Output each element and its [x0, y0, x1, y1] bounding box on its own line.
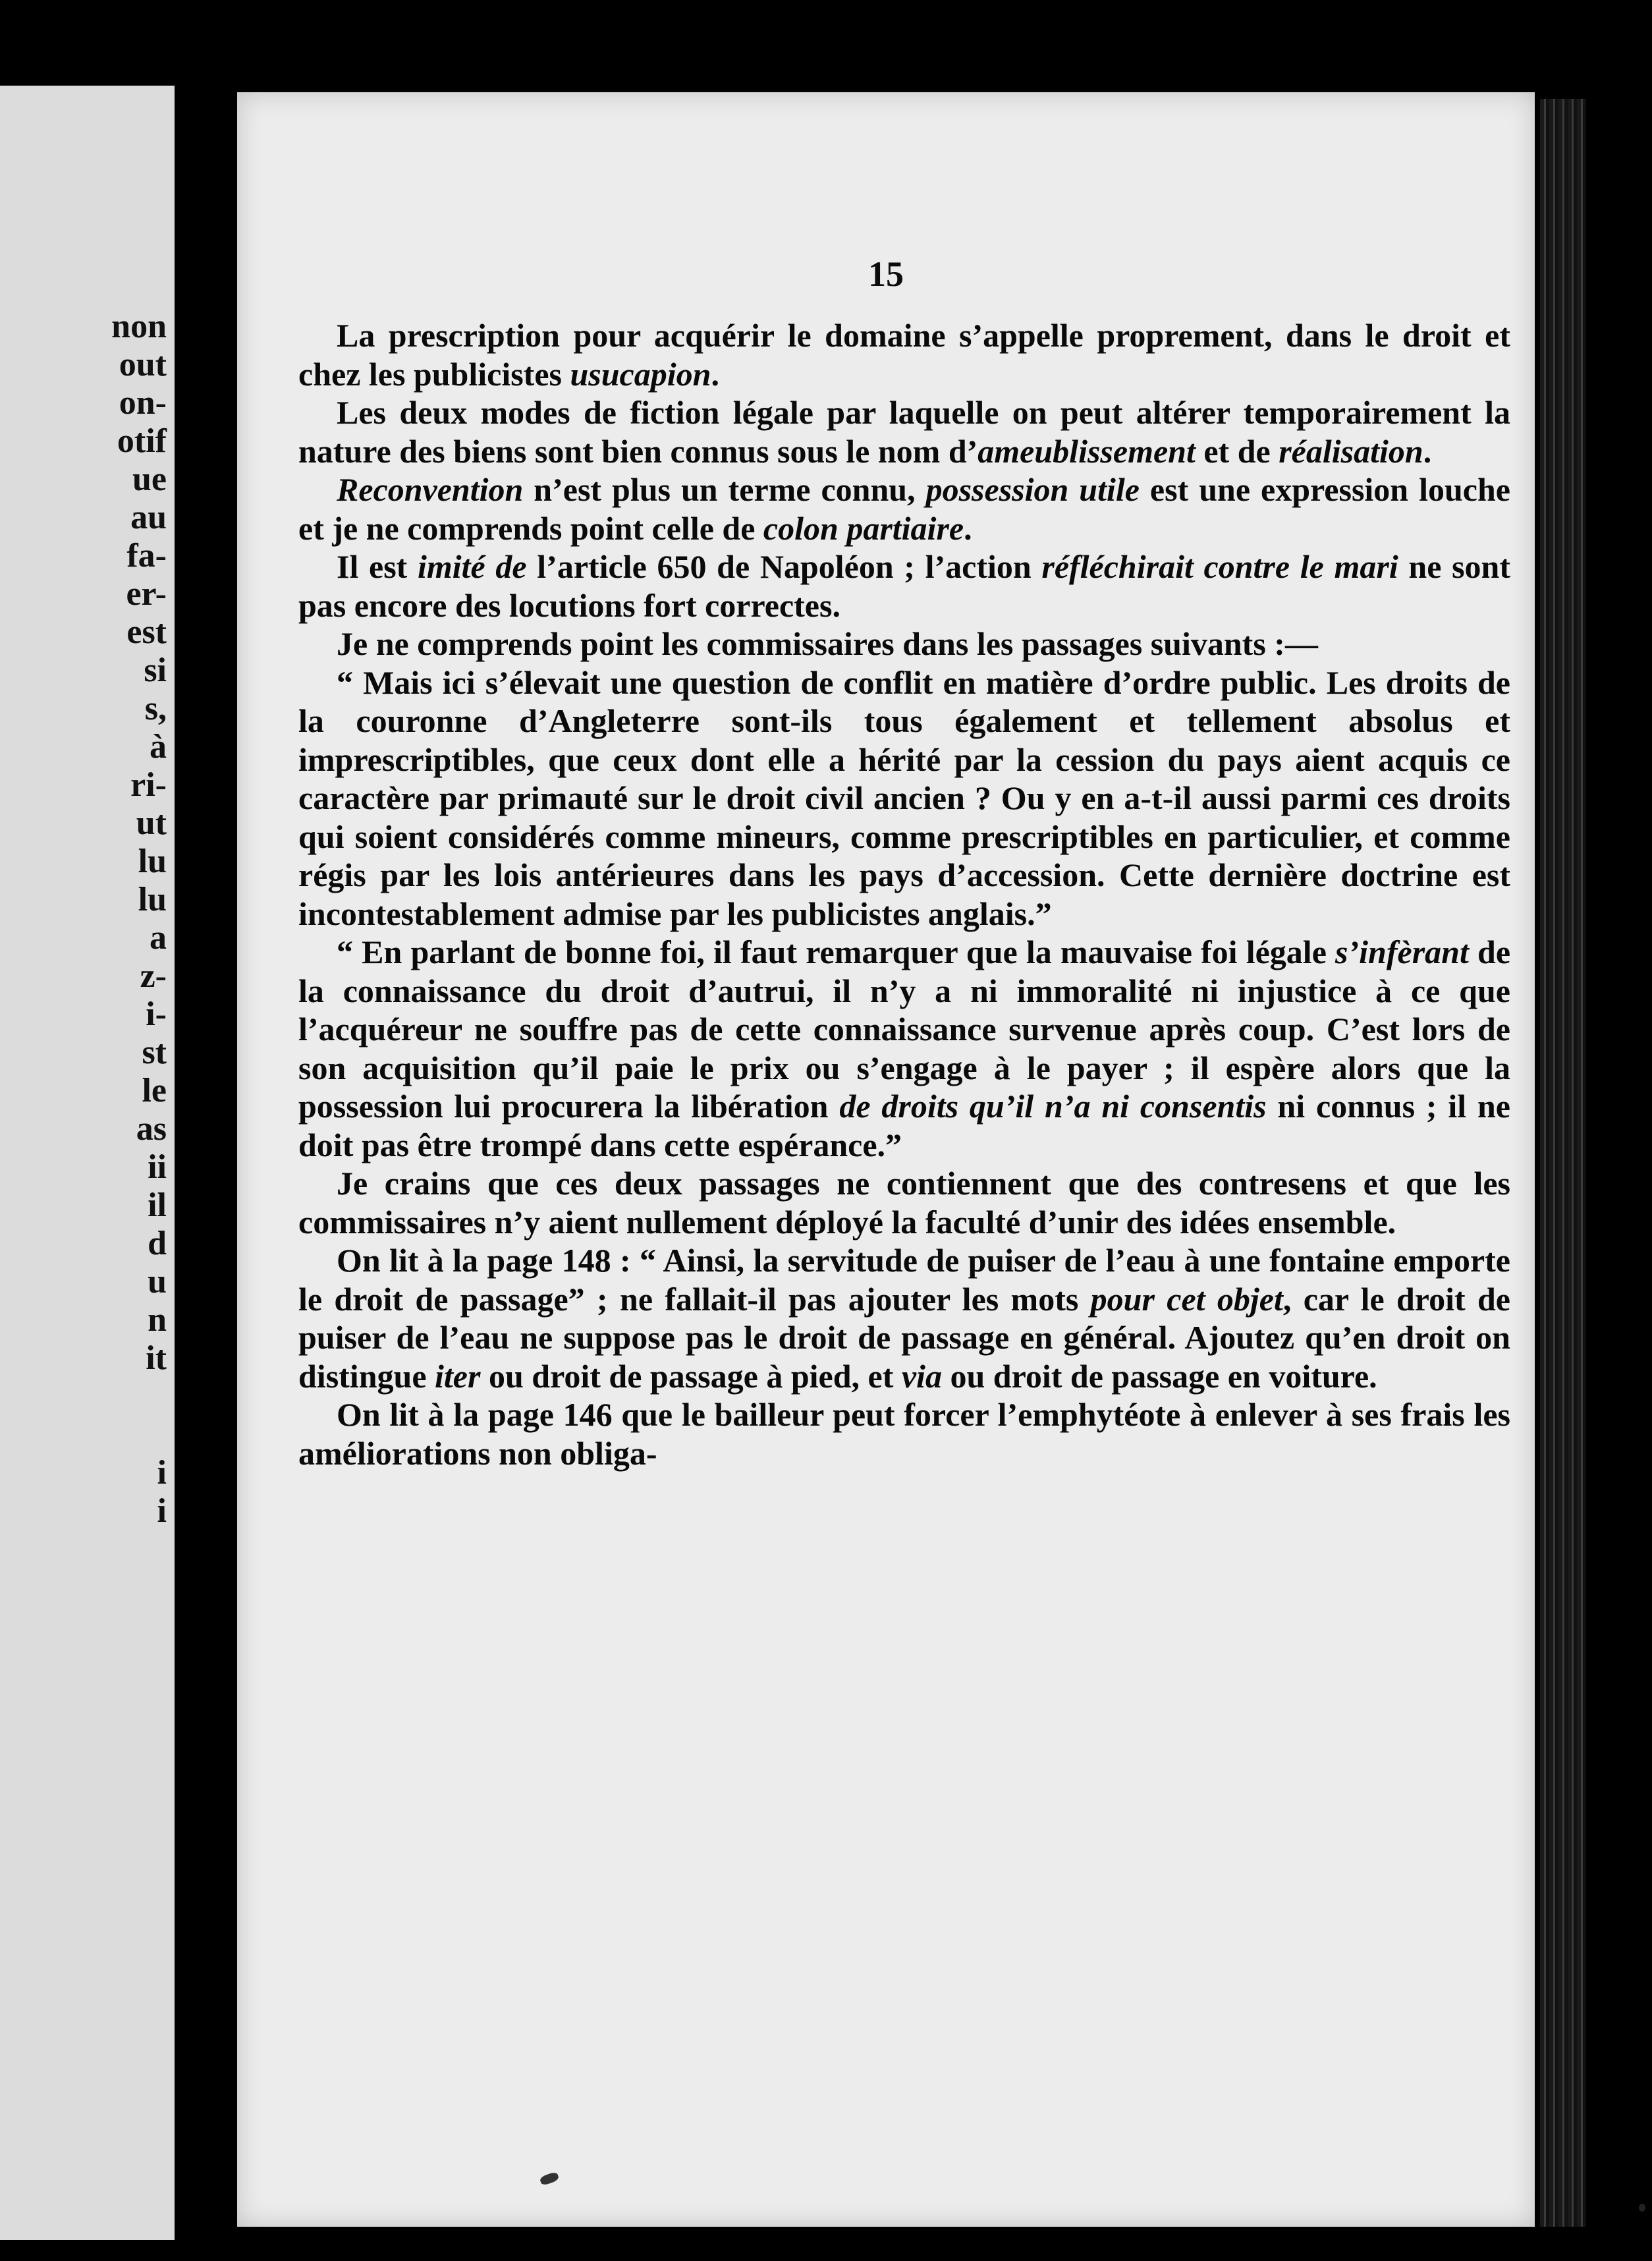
text-run: On lit à la page 146 que le bailleur peut forcer l’emphytéote à enlever à ses frais les améliorations non obliga-: [298, 1396, 1510, 1472]
italic-term: de droits qu’il n’a ni consentis: [839, 1088, 1267, 1125]
text-run: n’est plus un terme connu,: [523, 471, 926, 508]
facing-page-fragment: ue: [132, 461, 167, 498]
facing-page-fragment: ri-: [130, 766, 167, 804]
text-run: .: [1423, 432, 1432, 470]
facing-page-fragment: le: [142, 1072, 167, 1109]
facing-page-fragment: out: [119, 346, 167, 383]
text-run: “ En parlant de bonne foi, il faut remarquer que la mauvaise foi légale: [337, 934, 1336, 970]
paragraph: [298, 933, 1510, 1164]
text-run: l’article 650 de Napoléon ; l’action: [526, 548, 1042, 585]
facing-page-fragment: z-: [140, 957, 167, 995]
text-run: de la connaissance du droit d’autrui, il n’y a ni immoralité ni injustice à ce que l’acquéreur ne souffre pas de cette connaissance survenue après coup. C’est lors de son acquisition qu’il paie le prix ou s’engage à le payer ; il espère alors que la possession lui procurera la libération: [298, 934, 1511, 1125]
facing-page-fragment: il: [148, 1186, 167, 1224]
facing-page-fragment: d: [148, 1225, 167, 1262]
facing-page-fragment: u: [148, 1263, 167, 1300]
paragraph: [298, 1164, 1510, 1241]
text-run: .: [711, 355, 719, 393]
book-page: [237, 92, 1535, 2227]
facing-page-fragment: lu: [138, 843, 167, 880]
italic-term: ameublissement: [977, 432, 1196, 470]
text-run: , car le droit de puiser de l’eau ne suppose pas le droit de passage en général. Ajoutez qu’en droit on distingue: [298, 1280, 1510, 1395]
facing-page-fragment: si: [144, 652, 167, 689]
facing-page-strip: [0, 86, 175, 2240]
text-run: Il est: [337, 548, 418, 585]
facing-page-fragment: a: [150, 919, 167, 957]
facing-page-fragment: au: [130, 499, 167, 536]
ink-smudge: [539, 2171, 559, 2187]
text-run: et de: [1195, 432, 1279, 470]
facing-page-fragment: otif: [117, 422, 167, 460]
text-run: ou droit de passage à pied, et: [480, 1357, 902, 1395]
italic-term: réalisation: [1279, 432, 1423, 470]
text-run: Je ne comprends point les commissaires dans les passages suivants :—: [337, 625, 1318, 662]
paragraph: [298, 470, 1510, 547]
bottom-ink-dot: [1639, 2204, 1645, 2212]
page-body-text: [298, 316, 1510, 1472]
paragraph: [298, 663, 1510, 934]
paragraph: [298, 393, 1510, 470]
facing-page-fragment: er-: [126, 575, 167, 613]
text-run: “ Mais ici s’élevait une question de conflit en matière d’ordre public. Les droits de la couronne d’Angleterre sont-ils tous également et tellement absolus et imprescriptibles, que ceux dont elle a hérité par la cession du pays aient acquis ce caractère par primauté sur le droit civil ancien ? Ou y en a-t-il aussi parmi ces droits qui soient considérés comme mineurs, comme prescriptibles en particulier, et comme régis par les lois antérieures dans les pays d’accession. Cette dernière doctrine est incontestablement admise par les publicistes anglais.”: [298, 663, 1510, 932]
italic-term: Reconvention: [337, 471, 524, 508]
text-run: ou droit de passage en voiture.: [941, 1357, 1377, 1395]
facing-page-fragment: it: [146, 1339, 167, 1377]
italic-term: possession utile: [925, 471, 1140, 508]
italic-term: s’infèrant: [1335, 934, 1469, 970]
facing-page-fragment: ii: [148, 1148, 167, 1186]
facing-page-fragment: st: [142, 1034, 167, 1071]
facing-page-fragment: à: [150, 728, 167, 766]
facing-page-fragment: i-: [146, 995, 167, 1033]
facing-page-fragment: n: [148, 1301, 167, 1339]
text-run: est une expression louche et je ne comprends point celle de: [298, 471, 1510, 547]
text-run: Je crains que ces deux passages ne contiennent que des contresens et que les commissaires n’y aient nullement déployé la faculté d’unir des idées ensemble.: [298, 1165, 1510, 1241]
paragraph: [298, 316, 1510, 393]
paragraph: [298, 625, 1510, 663]
italic-term: usucapion: [570, 355, 711, 393]
paragraph: [298, 1241, 1510, 1395]
text-run: Les deux modes de fiction légale par laquelle on peut altérer temporairement la nature des biens sont bien connus sous le nom d’: [298, 394, 1510, 470]
italic-term: réfléchirait contre le mari: [1041, 548, 1398, 585]
facing-page-fragment: fa-: [126, 537, 167, 574]
paragraph: [298, 547, 1510, 625]
italic-term: via: [901, 1357, 942, 1395]
italic-term: colon partiaire: [763, 509, 964, 547]
facing-page-fragment: i: [157, 1492, 167, 1530]
text-run: .: [964, 509, 972, 547]
facing-page-fragment: est: [126, 613, 167, 651]
text-run: La prescription pour acquérir le domaine s’appelle proprement, dans le droit et chez les publicistes: [298, 317, 1510, 393]
facing-page-fragment: as: [136, 1110, 167, 1148]
text-run: ni connus ; il ne doit pas être trompé dans cette espérance.”: [298, 1088, 1510, 1163]
page-number: 15: [868, 254, 904, 294]
facing-page-fragment: s,: [144, 690, 167, 727]
italic-term: iter: [435, 1357, 481, 1395]
text-run: ne sont pas encore des locutions fort correctes.: [298, 548, 1510, 624]
facing-page-fragment: lu: [138, 881, 167, 918]
facing-page-fragment: i: [157, 1454, 167, 1492]
italic-term: pour cet objet: [1090, 1280, 1283, 1318]
facing-page-fragment: ut: [136, 804, 167, 842]
page-stack-edge: [1540, 99, 1586, 2227]
text-run: On lit à la page 148 : “ Ainsi, la servitude de puiser de l’eau à une fontaine emporte le droit de passage” ; ne fallait-il pas ajouter les mots: [298, 1242, 1510, 1318]
facing-page-fragment: on-: [119, 384, 167, 422]
facing-page-fragment: non: [111, 308, 167, 345]
paragraph: [298, 1395, 1510, 1472]
italic-term: imité de: [417, 548, 527, 585]
